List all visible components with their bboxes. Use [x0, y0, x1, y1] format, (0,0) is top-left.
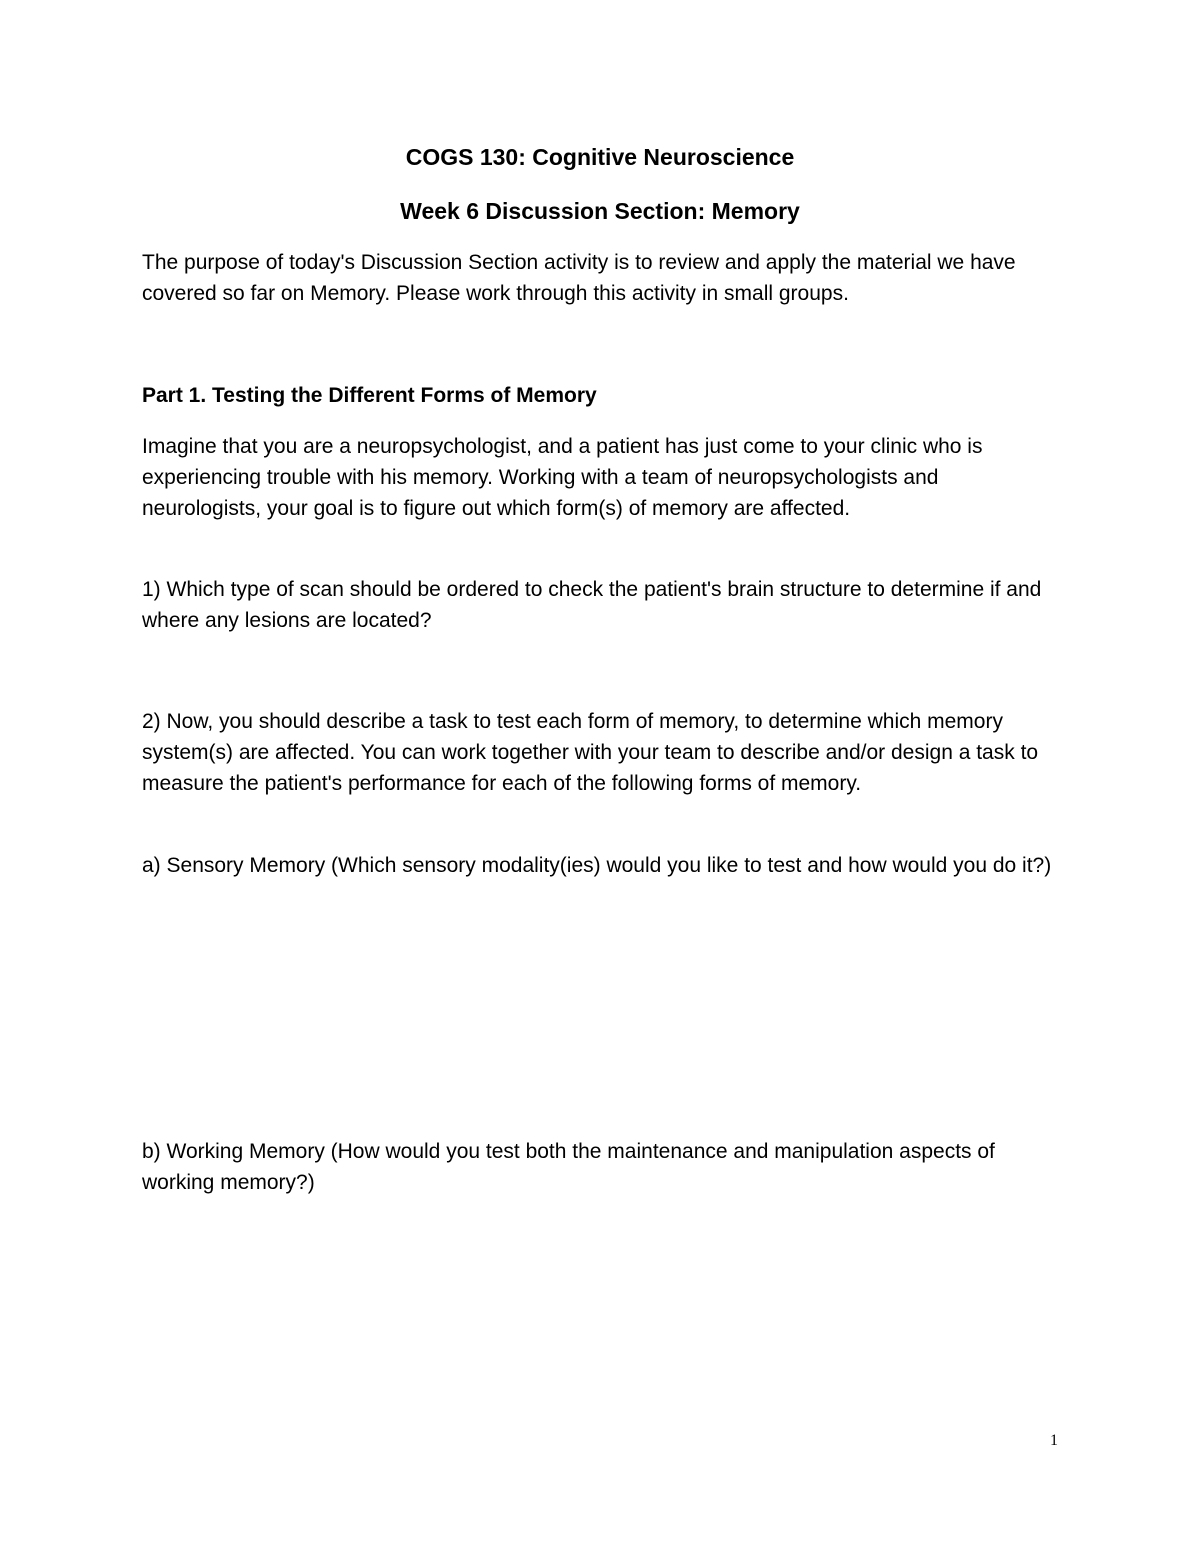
question-1: 1) Which type of scan should be ordered to check the patient's brain structure to determine if and where any lesions are located? — [142, 578, 1042, 632]
scenario-paragraph: Imagine that you are a neuropsychologist, and a patient has just come to your clinic who is experiencing trouble with his memory. Working with a team of neuropsychologists and neurologists, your goal is to figure out which form(s) of memory are affected. — [142, 435, 983, 520]
document-subtitle: Week 6 Discussion Section: Memory — [400, 198, 800, 224]
document-title: COGS 130: Cognitive Neuroscience — [405, 144, 795, 170]
intro-paragraph: The purpose of today's Discussion Section activity is to review and apply the material we have covered so far on Memory. Please work through this activity in small groups. — [142, 251, 1016, 305]
part1-heading: Part 1. Testing the Different Forms of Memory — [142, 384, 597, 407]
question-2a: a) Sensory Memory (Which sensory modality(ies) would you like to test and how would you do it?) — [142, 854, 1052, 877]
question-2b: b) Working Memory (How would you test both the maintenance and manipulation aspects of working memory?) — [142, 1140, 995, 1194]
question-2: 2) Now, you should describe a task to test each form of memory, to determine which memory system(s) are affected. You can work together with your team to describe and/or design a task to measure the patient's performance for each of the following forms of memory. — [142, 710, 1039, 795]
page-number: 1 — [1050, 1432, 1058, 1449]
